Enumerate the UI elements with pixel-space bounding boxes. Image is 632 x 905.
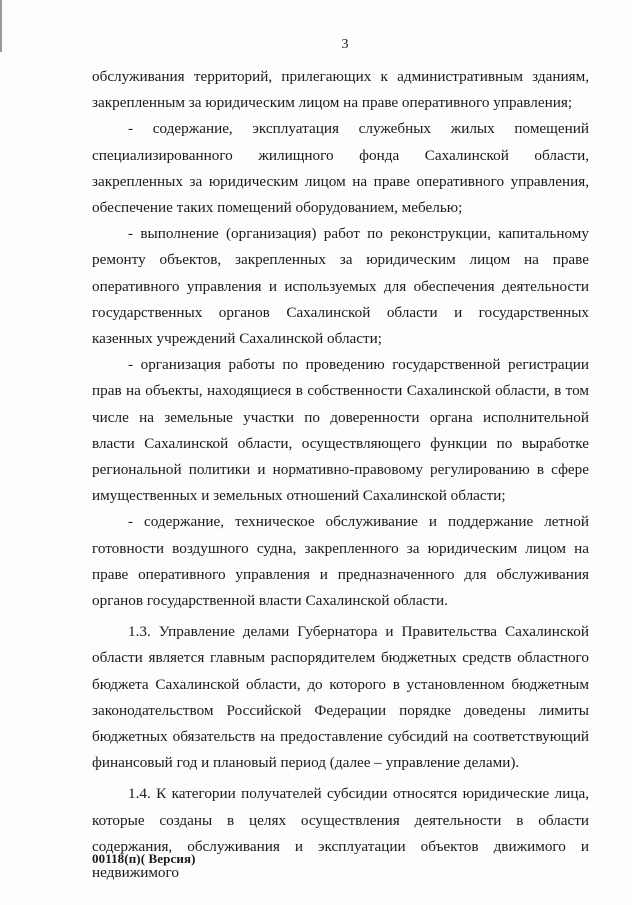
list-item-registration: - организация работы по проведению государственной регистрации прав на объекты, находящиеся в собственности Сахалинской области, в том числе на земельные участки по доверенности органа исполнительной власти Сахалинской области, осуществляющего функции по выработке региональной политики и нормативно-правовому регулированию в сфере имущественных и земельных отношений Сахалинской области;	[92, 356, 589, 505]
page-number: 3	[341, 37, 349, 52]
document-version: ( Версия)	[140, 851, 196, 866]
document-body	[92, 64, 589, 886]
list-item-aircraft: - содержание, техническое обслуживание и поддержание летной готовности воздушного судна, закрепленного за юридическим лицом на праве оперативного управления и предназначенного для обслуживания органов государственной власти Сахалинской области.	[92, 513, 589, 610]
document-code-number: 00118(п)	[92, 851, 141, 866]
section-1-3: 1.3. Управление делами Губернатора и Правительства Сахалинской области является главным распорядителем бюджетных средств областного бюджета Сахалинской области, до которого в установленном бюджетным законодательством Российской Федерации порядке доведены лимиты бюджетных обязательств на предоставление субсидий на соответствующий финансовый год и плановый период (далее – управление делами).	[92, 623, 589, 772]
list-item-reconstruction: - выполнение (организация) работ по реконструкции, капитальному ремонту объектов, закрепленных за юридическим лицом на праве оперативного управления и используемых для обеспечения деятельности государственных органов Сахалинской области и государственных казенных учреждений Сахалинской области;	[92, 225, 589, 348]
list-item-housing: - содержание, эксплуатация служебных жилых помещений специализированного жилищного фонда Сахалинской области, закрепленных за юридическим лицом на праве оперативного управления, обеспечение таких помещений оборудованием, мебелью;	[92, 120, 589, 217]
document-code	[92, 851, 196, 867]
section-1-4: 1.4. К категории получателей субсидии относятся юридические лица, которые созданы в целях осуществления деятельности в области содержания, обслуживания и эксплуатации объектов движимого и недвижимого	[92, 785, 589, 882]
paragraph-continuation: обслуживания территорий, прилегающих к административным зданиям, закрепленным за юридическим лицом на праве оперативного управления;	[92, 68, 589, 112]
